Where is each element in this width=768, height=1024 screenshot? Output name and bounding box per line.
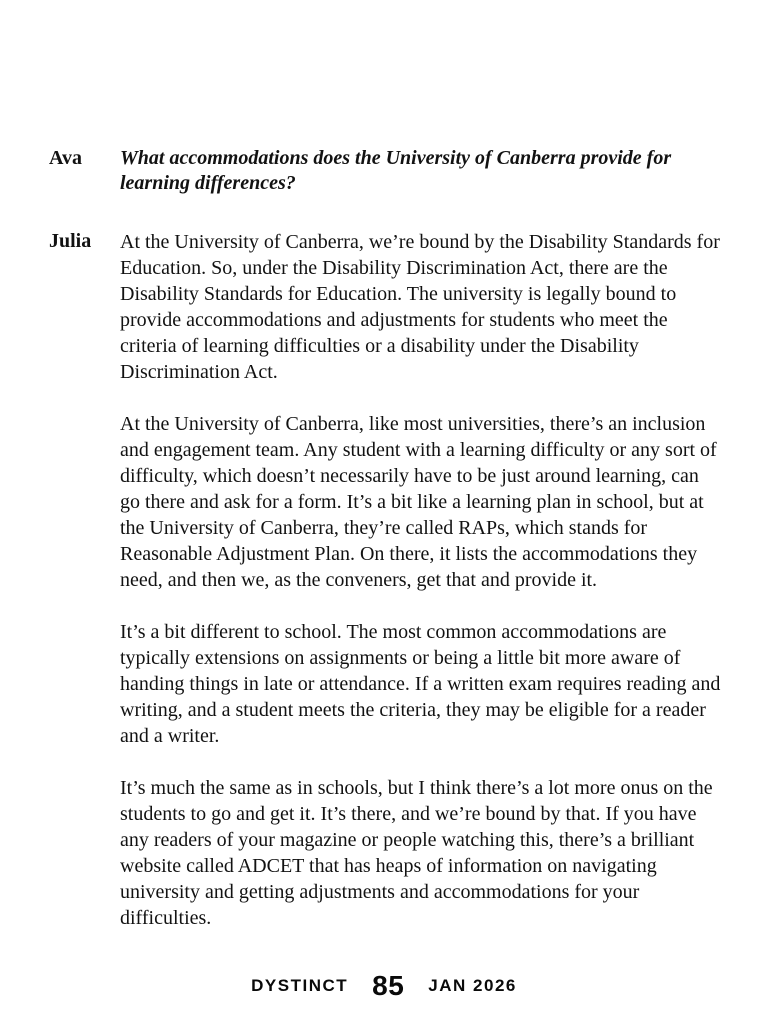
answer-text [120, 229, 722, 931]
answer-block [49, 229, 722, 931]
question-text: What accommodations does the University of Canberra provide for learning differences? [120, 147, 672, 194]
interview-content [49, 146, 722, 931]
speaker-label-julia: Julia [49, 230, 92, 252]
magazine-name: DYSTINCT [251, 976, 349, 995]
answer-paragraph: It’s much the same as in schools, but I think there’s a lot more onus on the students to go and get it. It’s there, and we’re bound by that. If you have any readers of your magazine or people watching this, there’s a brilliant website called ADCET that has heaps of information on navigating university and getting adjustments and accommodations for your difficulties. [120, 777, 713, 929]
issue-date: JAN 2026 [428, 976, 517, 995]
answer-paragraph: At the University of Canberra, like most universities, there’s an inclusion and engagement team. Any student with a learning difficulty or any sort of difficulty, which doesn’t necessarily have to be just around learning, can go there and ask for a form. It’s a bit like a learning plan in school, but at the University of Canberra, they’re called RAPs, which stands for Reasonable Adjustment Plan. On there, it lists the accommodations they need, and then we, as the conveners, get that and provide it. [120, 413, 717, 591]
question-block [49, 146, 722, 196]
answer-paragraph: It’s a bit different to school. The most common accommodations are typically extensions on assignments or being a little bit more aware of handing things in late or attendance. If a written exam requires reading and writing, and a student meets the criteria, they may be eligible for a reader and a writer. [120, 621, 721, 747]
speaker-label-ava: Ava [49, 147, 82, 169]
page-footer [0, 970, 768, 1002]
page-number: 85 [372, 970, 405, 1001]
answer-paragraph: At the University of Canberra, we’re bound by the Disability Standards for Education. So, under the Disability Discrimination Act, there are the Disability Standards for Education. The university is legally bound to provide accommodations and adjustments for students who meet the criteria of learning difficulties or a disability under the Disability Discrimination Act. [120, 231, 720, 383]
